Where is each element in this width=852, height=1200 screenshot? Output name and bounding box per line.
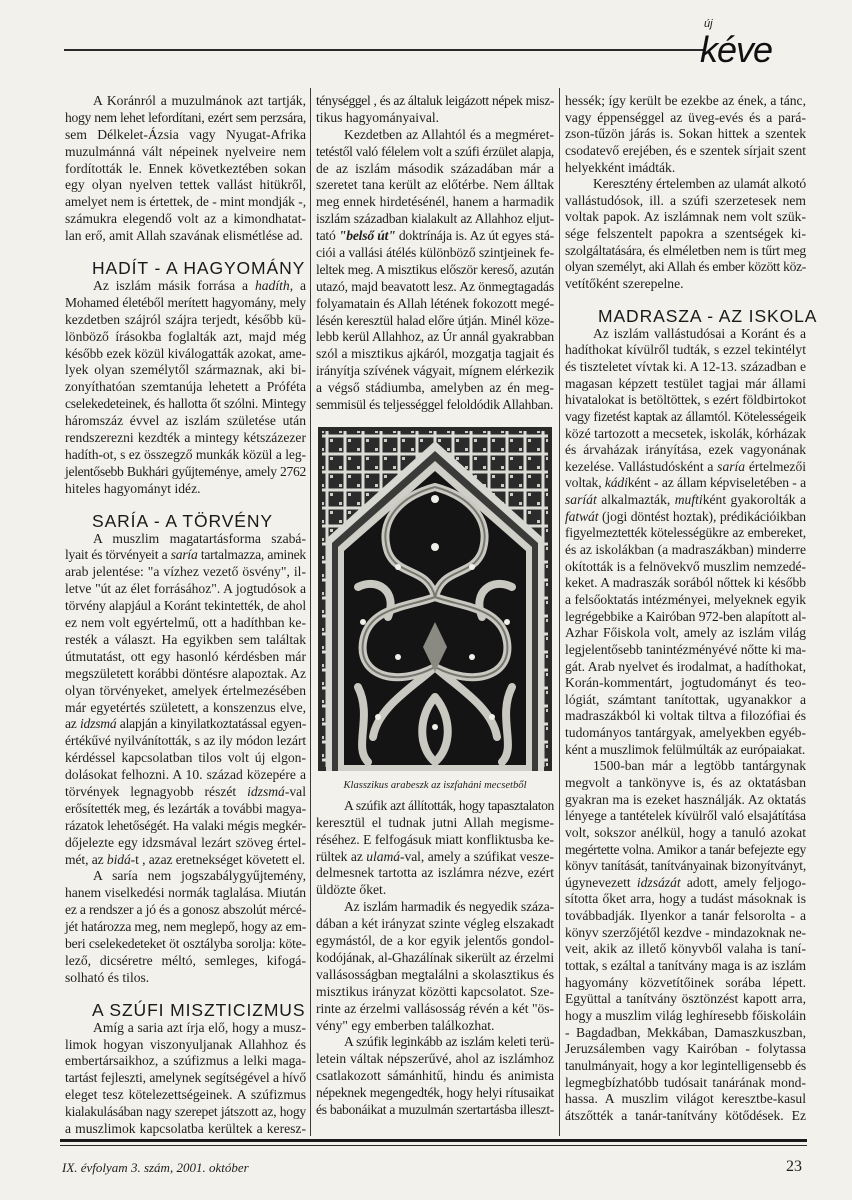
- text-line: hadíth-ot, s ez összegző munkák közül a leg-: [65, 446, 306, 462]
- text-line: hessék; így került be ezekbe az ének, a tánc,: [565, 93, 806, 108]
- text-line: [565, 459, 806, 476]
- emphasis-term: idzsmá: [247, 783, 285, 799]
- text-line: fordították le. Ennek következtében sokan: [65, 160, 306, 176]
- text-line: sította őket arra, hogy a tudást másoknak is: [565, 891, 806, 907]
- text-line: Azhar Főiskola volt, amely az iszlám világ: [565, 625, 806, 641]
- text-line: megszületett korábbi döntésre alapoztak. Az: [65, 665, 306, 681]
- paragraph: [565, 176, 806, 292]
- text-line: értékűvé nyilvánították, s az ily módon lezárt: [65, 733, 306, 749]
- text-line: a végső stádiumba, amelyben az én meg-: [316, 380, 554, 396]
- text-line: Amíg a saria azt írja elő, hogy a musz-: [93, 1019, 306, 1035]
- text-line: hogy nem lehet lefordítani, ezért sem perzsára,: [65, 109, 306, 125]
- text-line: - Bagdadban, Mekkában, Damaszkuszban,: [565, 1024, 806, 1040]
- emphasis-term: fatwát: [565, 508, 599, 524]
- text-line: szeretet tana került az előtérbe. Nem álltak: [316, 177, 554, 193]
- arabesque-photo: [318, 427, 552, 771]
- text-run: ként gyakorolták a: [702, 492, 806, 508]
- text-line: vény" egy emberben találkozhat.: [316, 1017, 495, 1033]
- text-line: zson-tűzön járás is. Sokan hittek a szentek: [565, 126, 806, 142]
- text-line: kodójának, al-Ghazálínak sikerült az érzelmi: [316, 949, 554, 965]
- text-run: voltak,: [565, 475, 605, 491]
- text-line: hassa. A muszlim világot keresztbe-kasul: [565, 1091, 806, 1107]
- text-run: rültek az: [316, 848, 367, 864]
- text-line: ciói a vallási átélés különböző szintjeinek fe-: [316, 245, 554, 261]
- text-run: tartalmazza, aminek: [197, 547, 306, 563]
- text-line: resték a választ. Ha egyikben sem találtak: [65, 631, 306, 647]
- text-line: utazó, majd beavatott lesz. Az önmegtagadás: [316, 278, 554, 294]
- text-line: madraszákból ki voltak tiltva a filozófiai és: [565, 708, 806, 724]
- text-line: lógiát, számtant tanítottak, ugyanakkor a: [565, 691, 806, 707]
- text-line: misztikus irányzat közötti kapcsolatot. Sze-: [316, 983, 554, 999]
- text-line: átszőtték a tanár-tanítvány kötődések. Ez: [565, 1107, 806, 1123]
- text-line: lönböző írásokba foglalták azt, majd még: [65, 328, 306, 344]
- text-line: és tiszteletet vívtak ki. A 12-13. században e: [565, 358, 806, 374]
- paragraph: [316, 93, 554, 127]
- text-line: leltek meg. A misztikus először kereső, azután: [316, 261, 554, 277]
- text-line: embertársaikhoz, a szúfizmus a lelki maga-: [65, 1053, 306, 1069]
- text-line: beri cselekedeteket öt osztályba sorolja: köte-: [65, 935, 306, 951]
- text-run: , a: [289, 278, 306, 294]
- emphasis-term: kádi: [604, 475, 628, 491]
- text-line: hogy a muszlim világ leghíresebb főiskoláin: [565, 1007, 806, 1023]
- text-run: alapján a kinyilatkoztatással egyen-: [116, 716, 306, 732]
- text-line: Mohamed életéből merített hagyomány, mely: [65, 294, 306, 310]
- text-line: muzulmánná vált népeinek nyelveire nem: [65, 143, 306, 159]
- text-line: ez nem volt egyértelmű, ott a hadíthban ke-: [65, 615, 306, 631]
- text-line: Együttal a tanítvány ösztönzést kapott arra,: [565, 991, 806, 1007]
- text-line: solható és tilos.: [65, 969, 150, 985]
- text-run: az: [65, 716, 80, 732]
- column-divider: [310, 88, 311, 1136]
- text-line: tikus hagyományaival.: [316, 109, 440, 125]
- emphasis-term: hadíth: [254, 278, 290, 294]
- text-line: vagy éppenséggel az üveg-evés és a pará-: [565, 109, 806, 125]
- emphasis-term: "belső út": [338, 228, 396, 244]
- text-line: A szúfik azt állították, hogy tapasztalaton: [344, 797, 554, 813]
- text-line: keket. A madraszák sorából nőttek ki később: [565, 575, 806, 591]
- text-run: -t , azaz eretnekséget követett el.: [130, 851, 306, 867]
- paragraph: [65, 1020, 306, 1138]
- text-run: törvények legnagyobb részét: [65, 783, 248, 799]
- text-line: jét határozza meg, nem meglepő, hogy az em-: [65, 919, 306, 935]
- text-line: lényege a tantételek kívülről való elsajátítása: [565, 808, 806, 824]
- text-line: hiteles hagyományt idéz.: [65, 480, 201, 496]
- text-line: arab jelentése: "a vízhez vezető ösvény", il-: [65, 564, 306, 580]
- text-run: alkalmazták,: [596, 492, 675, 508]
- text-line: legjelentősebb tanintézményévé nőtte ki ma-: [565, 641, 806, 657]
- text-line: 1500-ban már a legtöbb tantárgynak: [593, 758, 806, 774]
- text-line: keresztül el tudnak jutni Allah megisme-: [316, 814, 554, 830]
- section-heading: HADÍT - A HAGYOMÁNY: [92, 258, 306, 279]
- article-column-3: [565, 93, 818, 1124]
- text-line: A Koránról a muzulmánok azt tartják,: [93, 93, 306, 108]
- text-line: rendszerezni kezdték a mintegy kétszázezer: [65, 430, 306, 446]
- emphasis-term: saría: [717, 458, 746, 474]
- text-line: meg ennek hirdetésénél, hanem a harmadik: [316, 194, 554, 210]
- text-run: kezelése. Vallástudósként a: [565, 458, 718, 474]
- text-line: később ezek közül kiválogatták azokat, ame-: [65, 345, 306, 361]
- figure: [316, 427, 554, 793]
- emphasis-term: mufti: [674, 492, 703, 508]
- text-run: úgynevezett: [565, 874, 637, 890]
- text-line: közé tartozott a mecsetek, iskolák, kórházak: [565, 425, 806, 441]
- text-line: dőjelezte egy idzsmával lezárt szöveg értel-: [65, 834, 306, 850]
- text-line: kialakulásában nagy szerepet játszott az, hogy: [65, 1104, 306, 1120]
- text-line: [65, 852, 306, 869]
- text-line: okították is a felnövekvő muszlim nemzedé-: [565, 558, 806, 574]
- text-line: olyan személyt, aki Allah és ember között köz-: [565, 259, 806, 275]
- text-line: kezdetben szájról szájra terjedt, később kü-: [65, 311, 306, 327]
- text-line: megvolt a tankönyve is, és az oktatásban: [565, 774, 806, 790]
- text-line: eleget tesz kötelezettségeinek. A szúfizmus: [65, 1087, 306, 1103]
- text-line: lan erő, amit Allah szavának elismétlése ad.: [65, 228, 303, 244]
- emphasis-term: idzsázát: [636, 874, 681, 890]
- emphasis-term: ulamá: [366, 848, 400, 864]
- text-line: Az iszlám vallástudósai a Koránt és a: [593, 325, 806, 341]
- text-line: [65, 784, 306, 801]
- header-rule: [64, 49, 704, 51]
- text-line: [65, 716, 306, 733]
- paragraph: [65, 93, 306, 245]
- text-line: gyakran ma is ezeket használják. Az oktatás: [565, 791, 806, 807]
- paragraph: [316, 1034, 554, 1118]
- text-line: rinte az érzelmi vallásosság révén a két "ös-: [316, 1000, 554, 1016]
- figure-caption: Klasszikus arabeszk az iszfaháni mecsetből: [343, 779, 527, 791]
- text-line: Kezdetben az Allahtól és a megméret-: [344, 126, 554, 142]
- text-line: Keresztény értelemben az ulamát alkotó: [593, 176, 806, 192]
- text-line: és árvaházak irányítása, ezek vagyonának: [565, 442, 806, 458]
- paragraph: [316, 127, 554, 414]
- text-run: Az iszlám másik forrása a: [93, 278, 255, 294]
- paragraph: [65, 868, 306, 986]
- text-line: jelentősebb Bukhári gyűjteménye, amely 2762: [65, 463, 306, 479]
- text-line: lésén keresztül halad előre útján. Minél köze-: [316, 312, 554, 328]
- text-line: letve "út az élet forrásához". A jogtudósok a: [65, 581, 306, 597]
- text-line: Az iszlám harmadik és negyedik száza-: [344, 899, 554, 915]
- text-line: dolásokat felhozni. A 10. század közepére a: [65, 767, 306, 783]
- text-line: dában a két irányzat szinte végleg elszakadt: [316, 916, 554, 932]
- text-line: egy olyan nyelven tettek vallást hitükről,: [65, 177, 306, 193]
- text-line: könyv szerzőjétől kezdve - mindazoknak ne-: [565, 924, 806, 940]
- text-line: sége felszentelt papokra a szentségek ki-: [565, 226, 806, 242]
- text-line: semmisül és teljességgel feloldódik Allahban.: [316, 397, 554, 413]
- text-run: tató: [316, 228, 339, 244]
- text-line: amelyet nem is értettek, de - mint mondják -,: [65, 194, 306, 210]
- text-line: zonyíthatóan szemtanúja lehetett a Próféta: [65, 379, 306, 395]
- text-line: cselekedeteinek, és hallotta őt szólni. Mintegy: [65, 396, 306, 412]
- text-line: tanulmányait, hogy a kor legintelligensebb és: [565, 1057, 806, 1073]
- text-run: -val, amely a szúfikat vesze-: [399, 848, 554, 864]
- paragraph: [316, 899, 554, 1034]
- text-line: kérdéssel kapcsolatban tilos volt új elgon-: [65, 750, 306, 766]
- section-heading: MADRASZA - AZ ISKOLA: [598, 305, 818, 326]
- masthead-logo: [698, 18, 810, 72]
- text-line: továbbadják. Ilyenkor a tanár felsorolta - a: [565, 908, 806, 924]
- text-line: üldözte őket.: [316, 882, 387, 898]
- text-line: rázatok lehetőségét. Ha valaki mégis megkér-: [65, 817, 306, 833]
- paragraph: [565, 326, 806, 759]
- text-line: könyv tanítását, tanítványainak bizonyítványt,: [565, 858, 806, 874]
- text-line: iszlám században kialakult az Allahhoz eljut-: [316, 211, 554, 227]
- text-line: voltak papok. Az iszlámnak nem volt szük-: [565, 209, 806, 225]
- text-line: hadíthokat kívülről tudták, s ezzel tekintélyt: [565, 342, 806, 358]
- text-line: népeknek megengedték, hogy helyi rítusaikat: [316, 1085, 554, 1101]
- text-line: vetítőként szerepelne.: [565, 276, 684, 292]
- text-line: lebb kerül Allahhoz, az Úr annál gyakrabban: [316, 329, 554, 345]
- text-line: ként a muszlimok felülmúlták az európaiakat.: [565, 741, 806, 757]
- text-line: Jeruzsálemben vagy Kairóban - folytassa: [565, 1041, 806, 1057]
- text-line: [565, 475, 806, 492]
- text-line: figyelmeztették kötelességükre az embereket,: [565, 525, 806, 541]
- text-line: lező, dicséretre méltó, semleges, kifogá-: [65, 952, 306, 968]
- section-heading: SARÍA - A TÖRVÉNY: [92, 510, 273, 531]
- text-line: [565, 875, 806, 892]
- text-line: lyek olyan személytől származnak, aki bi-: [65, 362, 306, 378]
- page-number: 23: [786, 1158, 802, 1175]
- text-line: útmutatást, ott egy hasonló kérdésben már: [65, 648, 306, 664]
- text-line: [316, 849, 554, 866]
- text-run: doktrínája is. Az út egyes stá-: [395, 228, 554, 244]
- text-line: [316, 228, 554, 245]
- text-line: olyan törvényeket, amelyek értelmezésében: [65, 682, 306, 698]
- text-line: törvény alapjául a Koránt tekintették, de ahol: [65, 598, 306, 614]
- article-column-2: [316, 93, 554, 1119]
- text-line: gát. Arab nyelvet és irodalmat, a hadíthokat,: [565, 658, 806, 674]
- emphasis-term: saría: [170, 547, 198, 563]
- text-line: erősítették meg, és lezárták a további magya-: [65, 800, 306, 816]
- text-line: A muszlim magatartásforma szabá-: [93, 530, 306, 546]
- text-line: ez a rendszer a jó és a gonosz abszolút mércé-: [65, 902, 306, 918]
- article-column-1: [65, 93, 306, 1138]
- text-line: tetéstől való félelem volt a szúfi érzület alapja,: [316, 143, 554, 159]
- emphasis-term: saríát: [565, 492, 597, 508]
- text-line: ténységgel , és az általuk leigázott népek misz-: [316, 93, 554, 108]
- text-line: legmegbízhatóbb tudósait tanárának mond-: [565, 1074, 806, 1090]
- paragraph: [316, 798, 554, 899]
- section-heading: A SZÚFI MISZTICIZMUS: [92, 999, 306, 1020]
- text-line: [65, 278, 306, 295]
- text-run: (jogi döntést hoztak), prédikációikban: [598, 508, 806, 524]
- text-line: és babonáikat a muzulmán szertartásba illeszt-: [316, 1101, 554, 1117]
- text-line: delmesnek tartotta az iszlámra nézve, ezért: [316, 865, 554, 881]
- text-line: vallásosságban megtalálni a skolasztikus és: [316, 966, 554, 982]
- text-line: A saría nem jogszabálygyűjtemény,: [93, 868, 306, 884]
- text-line: [65, 547, 306, 564]
- text-line: számukra elegendő volt az a kimondhatat-: [65, 211, 306, 227]
- text-line: [565, 492, 806, 509]
- text-line: már egyetértés született, a konszenzus elve,: [65, 699, 306, 715]
- text-line: hivatalokat is betöltöttek, s ezért földbirtokot: [565, 392, 806, 408]
- logo-main-text: kéve: [700, 29, 773, 70]
- emphasis-term: bidá: [106, 851, 131, 867]
- text-line: legrégebbike a Kairóban 972-ben alapított al-: [565, 608, 806, 624]
- text-line: háromszáz évvel az iszlám születése után: [65, 413, 306, 429]
- text-line: megértette volna. Amikor a tanár befejezte egy: [565, 841, 806, 857]
- text-line: folyamatain és Allah létének fokozott megé-: [316, 295, 554, 311]
- text-run: mét, az: [65, 851, 107, 867]
- text-line: hagyomány közvetítőinek sorába lépett.: [565, 974, 806, 990]
- text-line: helyekként imádták.: [565, 159, 676, 175]
- text-line: A szúfik leginkább az iszlám keleti terü-: [344, 1034, 554, 1050]
- text-line: a muszlimok kapcsolatba kerültek a keresz-: [65, 1120, 306, 1136]
- text-line: csodatevő erejében, és e szentek sírjait szent: [565, 142, 806, 158]
- text-line: limok hogyan viszonyuljanak Allahhoz és: [65, 1036, 306, 1052]
- issue-info: IX. évfolyam 3. szám, 2001. október: [62, 1160, 249, 1175]
- text-line: szolgáltatására, és elméletben nem is tűrt meg: [565, 242, 806, 258]
- text-line: tottak, s ezáltal a tanítvány maga is az iszlám: [565, 958, 806, 974]
- text-run: adott, amely feljogo-: [680, 874, 806, 890]
- text-line: réséhez. E felfogásuk miatt konfliktusba ke-: [316, 831, 554, 847]
- text-line: irányítja szívének vágyait, mígnem elérkezik: [316, 363, 554, 379]
- text-line: volt, sokszor anélkül, hogy a tanuló azokat: [565, 824, 806, 840]
- paragraph: [565, 93, 806, 176]
- text-line: csatlakozott sámánhitű, hindu és animista: [316, 1068, 554, 1084]
- text-line: hanem viselkedési normák taglalása. Miután: [65, 885, 306, 901]
- text-line: de az iszlám második századában már a: [316, 160, 554, 176]
- text-run: -val: [284, 783, 306, 799]
- column-divider: [559, 88, 560, 1136]
- text-line: vallástudósok, ill. a szúfi szerzetesek nem: [565, 192, 806, 208]
- text-line: letein váltak népszerűvé, ahol az iszlámhoz: [316, 1051, 554, 1067]
- logo-small-text: új: [704, 18, 713, 30]
- text-run: ként - az állam képviseletében - a: [627, 475, 806, 491]
- footer-rule-thin: [60, 1145, 807, 1146]
- text-line: szól a misztikus ajkáról, mozgatja tagjait és: [316, 346, 554, 362]
- text-line: sem Délkelet-Ázsia vagy Nyugat-Afrika: [65, 126, 306, 142]
- text-run: lyait és törvényeit a: [65, 547, 171, 563]
- text-line: veit, akik az illető könyvből valaha is taní-: [565, 941, 806, 957]
- text-line: tartást fejleszti, amelynek segítségével a hívő: [65, 1070, 306, 1086]
- text-line: magasan képzett testület tagjai már állami: [565, 375, 806, 391]
- text-line: egymástól, de a kor egyik jelentős gondol-: [316, 933, 554, 949]
- text-line: a felsőoktatás intézményei, melyeknek egyik: [565, 591, 806, 607]
- paragraph: [65, 278, 306, 498]
- paragraph: [65, 531, 306, 869]
- text-line: tudományos tantárgyak, amelyekben egyéb-: [565, 725, 806, 741]
- paragraph: [565, 758, 806, 1124]
- text-line: és az iskolákban (a madraszákban) minderre: [565, 542, 806, 558]
- text-line: vagy fizetést kaptak az államtól. Kötelességeik: [565, 408, 806, 424]
- text-run: értelmezői: [745, 458, 806, 474]
- emphasis-term: idzsmá: [80, 716, 117, 732]
- text-line: [565, 509, 806, 526]
- text-line: Korán-kommentárt, jogtudományt és teo-: [565, 675, 806, 691]
- footer-rule: [60, 1139, 807, 1142]
